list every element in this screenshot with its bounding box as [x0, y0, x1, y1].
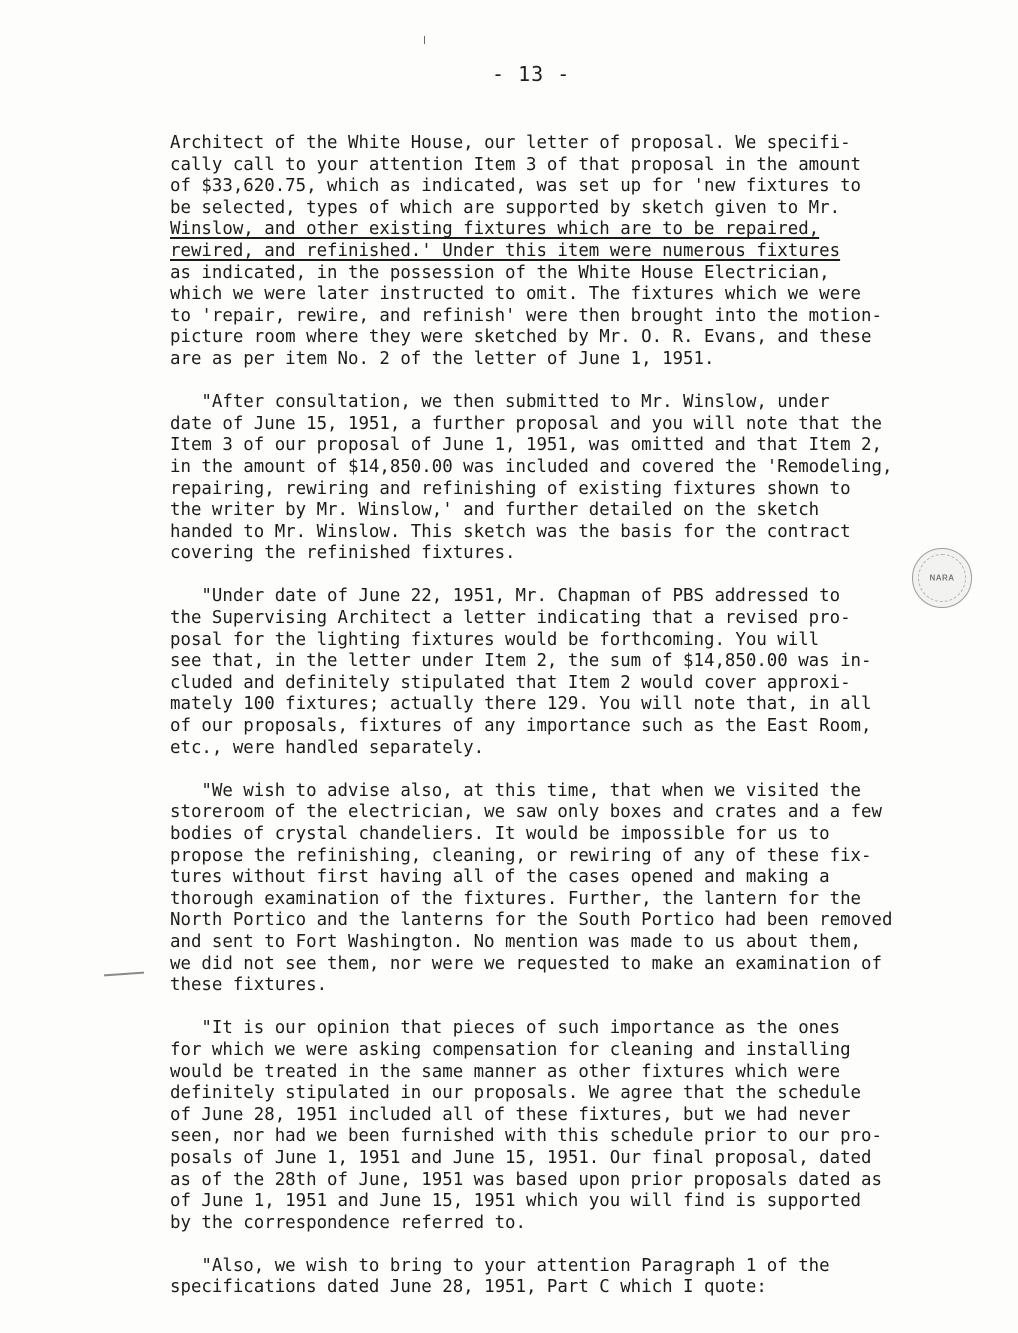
- text-line: tures without first having all of the cases opened and making a: [170, 867, 830, 888]
- text-line: in the amount of $14,850.00 was included and covered the 'Remodeling,: [170, 456, 893, 477]
- paragraph-2: [170, 392, 910, 565]
- text-line: mately 100 fixtures; actually there 129. You will note that, in all: [170, 694, 872, 715]
- text-line: Architect of the White House, our letter of proposal. We specifi-: [170, 133, 851, 153]
- text-line: North Portico and the lanterns for the South Portico had been removed: [170, 910, 893, 931]
- text-line: etc., were handled separately.: [170, 737, 485, 758]
- paragraph-1: [170, 133, 910, 371]
- text-line: propose the refinishing, cleaning, or rewiring of any of these fix-: [170, 845, 872, 866]
- paragraph-spacer: [170, 1234, 910, 1256]
- letter-body: [170, 133, 910, 1299]
- text-line: by the correspondence referred to.: [170, 1212, 526, 1233]
- text-line: date of June 15, 1951, a further proposal and you will note that the: [170, 413, 882, 434]
- paragraph-5: [170, 1018, 910, 1234]
- stamp-center-text: NARA: [929, 573, 955, 583]
- text-line: which we were later instructed to omit. The fixtures which we were: [170, 284, 862, 305]
- margin-pencil-mark: [104, 972, 144, 977]
- library-stamp: [912, 548, 972, 608]
- text-line: "We wish to advise also, at this time, that when we visited the: [170, 780, 862, 801]
- text-line: picture room where they were sketched by Mr. O. R. Evans, and these: [170, 327, 872, 348]
- paragraph-spacer: [170, 759, 910, 781]
- text-line: these fixtures.: [170, 975, 328, 996]
- text-line: to 'repair, rewire, and refinish' were then brought into the motion-: [170, 305, 882, 326]
- text-line: would be treated in the same manner as other fixtures which were: [170, 1061, 841, 1082]
- paragraph-3: [170, 586, 910, 759]
- text-line: of our proposals, fixtures of any importance such as the East Room,: [170, 716, 872, 737]
- text-line: for which we were asking compensation for cleaning and installing: [170, 1039, 851, 1060]
- text-line: of June 1, 1951 and June 15, 1951 which you will find is supported: [170, 1191, 862, 1212]
- text-line: specifications dated June 28, 1951, Part C which I quote:: [170, 1277, 767, 1298]
- text-line: "Under date of June 22, 1951, Mr. Chapman of PBS addressed to: [170, 586, 841, 607]
- paragraph-6: [170, 1256, 910, 1299]
- page-number: - 13 -: [492, 62, 571, 86]
- text-line: definitely stipulated in our proposals. We agree that the schedule: [170, 1083, 862, 1104]
- paragraph-4: [170, 781, 910, 997]
- text-line: the Supervising Architect a letter indicating that a revised pro-: [170, 608, 851, 629]
- text-line: "It is our opinion that pieces of such importance as the ones: [170, 1018, 841, 1039]
- text-line: as of the 28th of June, 1951 was based upon prior proposals dated as: [170, 1169, 882, 1190]
- text-line: of $33,620.75, which as indicated, was set up for 'new fixtures to: [170, 176, 862, 197]
- text-line: and sent to Fort Washington. No mention was made to us about them,: [170, 931, 862, 952]
- text-line: posals of June 1, 1951 and June 15, 1951. Our final proposal, dated: [170, 1147, 872, 1168]
- text-line: "Also, we wish to bring to your attention Paragraph 1 of the: [170, 1255, 830, 1276]
- text-line: bodies of crystal chandeliers. It would be impossible for us to: [170, 824, 830, 844]
- text-line: cally call to your attention Item 3 of that proposal in the amount: [170, 154, 862, 175]
- text-line: are as per item No. 2 of the letter of June 1, 1951.: [170, 348, 715, 369]
- text-line: as indicated, in the possession of the White House Electrician,: [170, 262, 830, 283]
- scan-mark: [424, 36, 425, 44]
- text-line: of June 28, 1951 included all of these fixtures, but we had never: [170, 1104, 851, 1125]
- text-line: storeroom of the electrician, we saw only boxes and crates and a few: [170, 802, 882, 823]
- text-line: we did not see them, nor were we requested to make an examination of: [170, 953, 882, 974]
- text-line: seen, nor had we been furnished with this schedule prior to our pro-: [170, 1126, 882, 1147]
- text-line: handed to Mr. Winslow. This sketch was the basis for the contract: [170, 521, 851, 542]
- paragraph-spacer: [170, 371, 910, 393]
- text-line: Item 3 of our proposal of June 1, 1951, was omitted and that Item 2,: [170, 435, 882, 456]
- text-line: thorough examination of the fixtures. Further, the lantern for the: [170, 888, 862, 909]
- text-line: see that, in the letter under Item 2, the sum of $14,850.00 was in-: [170, 651, 872, 672]
- underlined-text-line: rewired, and refinished.' Under this item were numerous fixtures: [170, 240, 841, 261]
- paragraph-spacer: [170, 997, 910, 1019]
- text-line: cluded and definitely stipulated that Item 2 would cover approxi-: [170, 672, 851, 693]
- text-line: repairing, rewiring and refinishing of existing fixtures shown to: [170, 478, 851, 499]
- text-line: covering the refinished fixtures.: [170, 543, 516, 564]
- text-line: posal for the lighting fixtures would be forthcoming. You will: [170, 629, 820, 650]
- text-line: "After consultation, we then submitted to Mr. Winslow, under: [170, 392, 830, 413]
- paragraph-spacer: [170, 565, 910, 587]
- text-line: be selected, types of which are supported by sketch given to Mr.: [170, 197, 841, 218]
- underlined-text-line: Winslow, and other existing fixtures which are to be repaired,: [170, 219, 820, 240]
- text-line: the writer by Mr. Winslow,' and further detailed on the sketch: [170, 500, 820, 521]
